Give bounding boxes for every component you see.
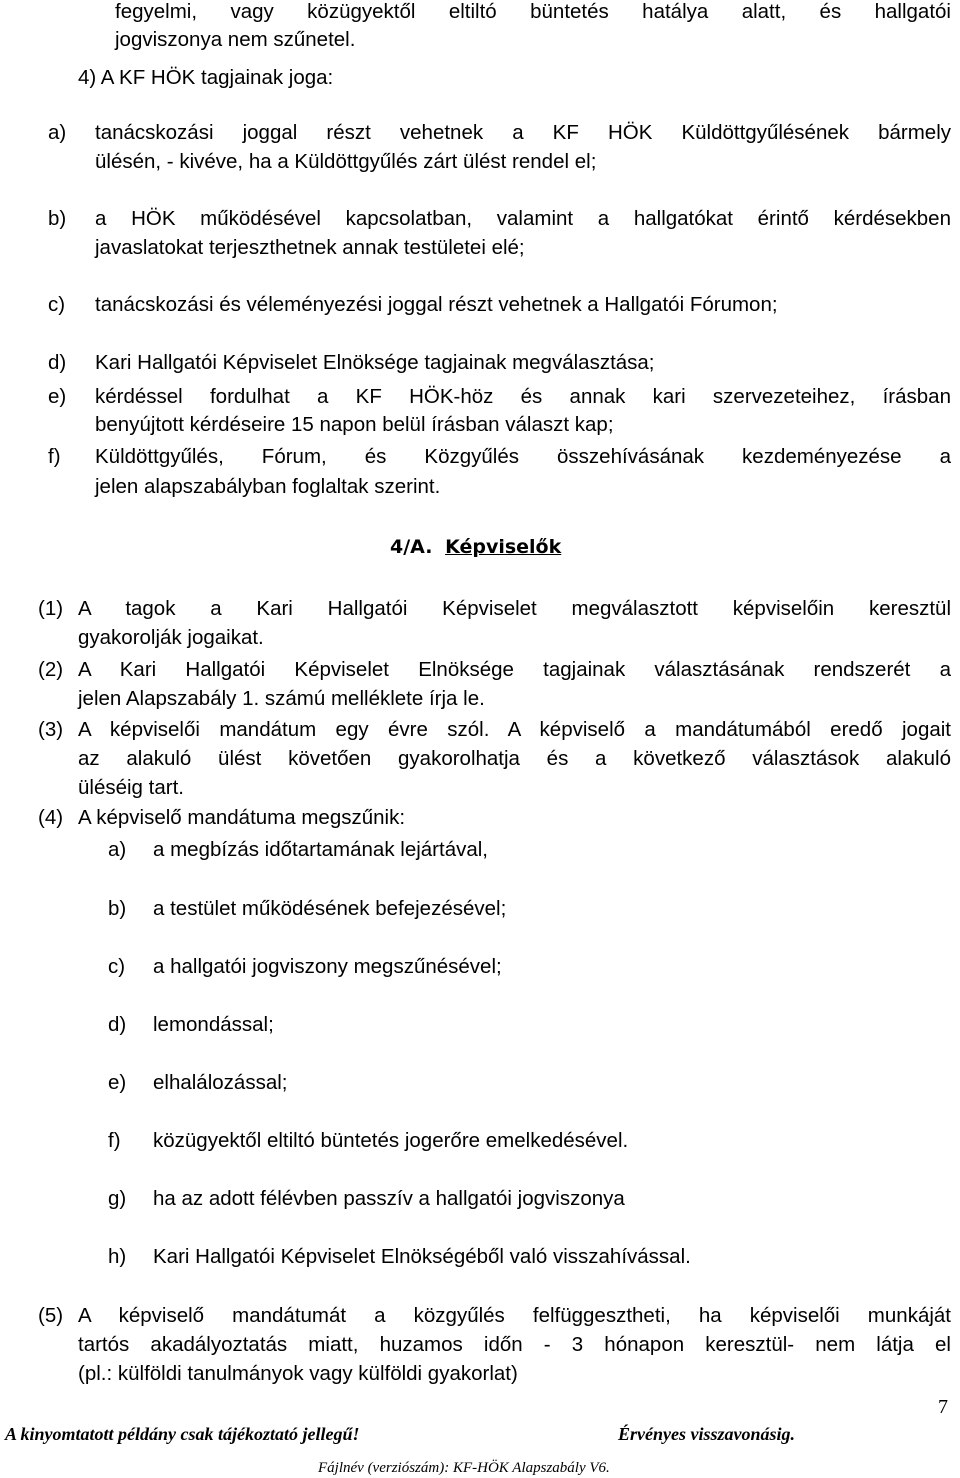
footer-filename: Fájlnév (verziószám): KF-HÖK Alapszabály V6.	[318, 1460, 610, 1476]
list-item-line: tanácskozási joggal részt vehetnek a KF HÖK Küldöttgyűlésének bármely	[95, 121, 951, 144]
paragraph-line: üléséig tart.	[78, 776, 184, 799]
list-item-line: ülésén, - kivéve, ha a Küldöttgyűlés zárt ülést rendel el;	[95, 150, 597, 173]
list-item: Kari Hallgatói Képviselet Elnökségéből való visszahívással.	[153, 1245, 691, 1268]
section-title: Képviselők	[445, 536, 562, 558]
paragraph-line: A tagok a Kari Hallgatói Képviselet megválasztott képviselőin keresztül	[78, 597, 951, 620]
list-item: elhalálozással;	[153, 1071, 288, 1094]
list-label: e)	[48, 385, 67, 408]
paragraph-line: az alakuló ülést követően gyakorolhatja és a következő választások alakuló	[78, 747, 951, 770]
paragraph-line: A képviselő mandátumát a közgyűlés felfüggesztheti, ha képviselői munkáját	[78, 1304, 951, 1327]
paragraph-label: (1)	[38, 597, 64, 620]
list-item: a testület működésének befejezésével;	[153, 897, 507, 920]
paragraph-line: A képviselő mandátuma megszűnik:	[78, 806, 406, 829]
footer-notice-right: Érvényes visszavonásig.	[618, 1424, 795, 1444]
paragraph-line: jelen Alapszabály 1. számú melléklete írja le.	[78, 687, 485, 710]
list-label: b)	[108, 897, 127, 920]
paragraph-line: A Kari Hallgatói Képviselet Elnöksége tagjainak választásának rendszerét a	[78, 658, 951, 681]
list-item-line: tanácskozási és véleményezési joggal részt vehetnek a Hallgatói Fórumon;	[95, 293, 778, 316]
paragraph-line: fegyelmi, vagy közügyektől eltiltó büntetés hatálya alatt, és hallgatói	[115, 0, 951, 23]
paragraph-line: gyakorolják jogaikat.	[78, 626, 264, 649]
list-heading: 4) A KF HÖK tagjainak joga:	[78, 66, 334, 89]
paragraph-label: (4)	[38, 806, 64, 829]
paragraph-line: A képviselői mandátum egy évre szól. A képviselő a mandátumából eredő jogait	[78, 718, 951, 741]
list-item: a megbízás időtartamának lejártával,	[153, 838, 489, 861]
list-label: b)	[48, 207, 67, 230]
page-number: 7	[938, 1396, 948, 1418]
paragraph-label: (2)	[38, 658, 64, 681]
list-label: h)	[108, 1245, 127, 1268]
list-item-line: javaslatokat terjeszthetnek annak testületei elé;	[95, 236, 525, 259]
list-item: lemondással;	[153, 1013, 274, 1036]
list-item: ha az adott félévben passzív a hallgatói jogviszonya	[153, 1187, 625, 1210]
paragraph-label: (3)	[38, 718, 64, 741]
list-item-line: kérdéssel fordulhat a KF HÖK-höz és annak kari szervezeteihez, írásban	[95, 385, 951, 408]
paragraph-line: tartós akadályoztatás miatt, huzamos időn - 3 hónapon keresztül- nem látja el	[78, 1333, 951, 1356]
list-label: c)	[108, 955, 126, 978]
list-item: a hallgatói jogviszony megszűnésével;	[153, 955, 502, 978]
paragraph-label: (5)	[38, 1304, 64, 1327]
list-label: g)	[108, 1187, 127, 1210]
list-item-line: jelen alapszabályban foglaltak szerint.	[95, 475, 441, 498]
list-label: f)	[48, 445, 61, 468]
footer-notice-left: A kinyomtatott példány csak tájékoztató jellegű!	[5, 1424, 360, 1444]
list-item-line: benyújtott kérdéseire 15 napon belül írásban választ kap;	[95, 413, 614, 436]
list-label: a)	[108, 838, 127, 861]
list-label: c)	[48, 293, 66, 316]
list-label: d)	[48, 351, 67, 374]
list-label: f)	[108, 1129, 121, 1152]
list-label: e)	[108, 1071, 127, 1094]
list-item-line: Küldöttgyűlés, Fórum, és Közgyűlés összehívásának kezdeményezése a	[95, 445, 951, 468]
section-heading	[390, 535, 561, 559]
section-number: 4/A.	[390, 536, 433, 558]
list-item-line: a HÖK működésével kapcsolatban, valamint a hallgatókat érintő kérdésekben	[95, 207, 951, 230]
paragraph-line: jogviszonya nem szűnetel.	[115, 28, 356, 51]
list-item: közügyektől eltiltó büntetés jogerőre emelkedésével.	[153, 1129, 629, 1152]
paragraph-line: (pl.: külföldi tanulmányok vagy külföldi gyakorlat)	[78, 1362, 518, 1385]
list-item-line: Kari Hallgatói Képviselet Elnöksége tagjainak megválasztása;	[95, 351, 655, 374]
list-label: a)	[48, 121, 67, 144]
list-label: d)	[108, 1013, 127, 1036]
